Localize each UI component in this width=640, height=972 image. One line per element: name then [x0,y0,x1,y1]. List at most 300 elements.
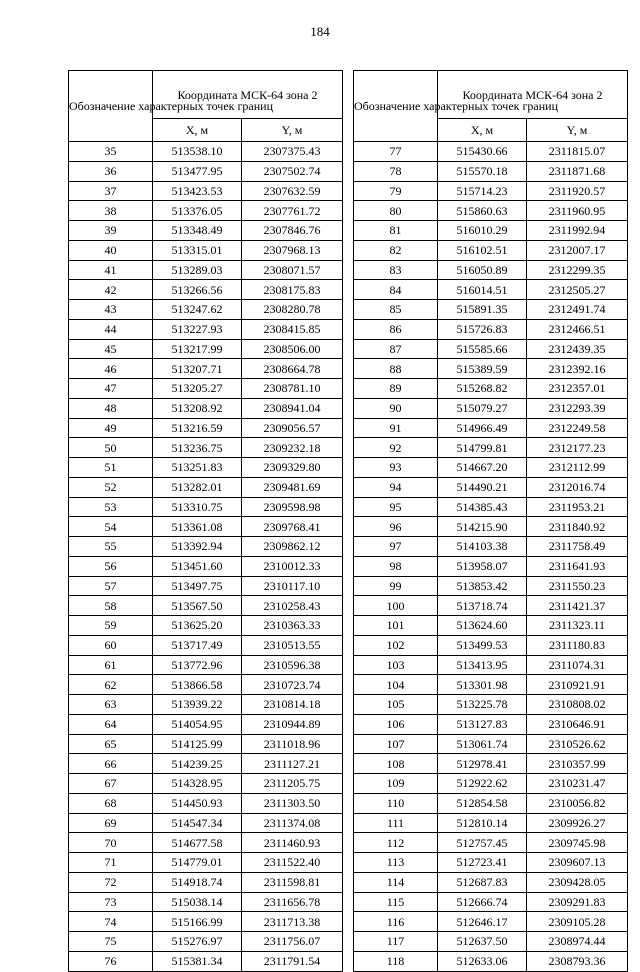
y-coordinate-cell: 2309745.98 [527,833,628,853]
y-coordinate-cell: 2309232.18 [242,438,343,458]
point-number-cell: 85 [354,300,438,320]
point-number-cell: 66 [69,754,153,774]
y-coordinate-cell: 2311323.11 [527,616,628,636]
table-row [354,418,628,438]
point-number-cell: 87 [354,339,438,359]
table-row [69,339,343,359]
point-number-cell: 78 [354,161,438,181]
header-x: X, м [153,119,242,142]
x-coordinate-cell: 513866.58 [153,675,242,695]
y-coordinate-cell: 2311641.93 [527,556,628,576]
y-coordinate-cell: 2309598.98 [242,497,343,517]
y-coordinate-cell: 2310808.02 [527,695,628,715]
x-coordinate-cell: 512633.06 [438,951,527,971]
point-number-cell: 77 [354,142,438,162]
point-number-cell: 47 [69,379,153,399]
table-row [69,695,343,715]
y-coordinate-cell: 2309329.80 [242,458,343,478]
x-coordinate-cell: 513282.01 [153,477,242,497]
y-coordinate-cell: 2312007.17 [527,240,628,260]
point-number-cell: 89 [354,379,438,399]
point-number-cell: 55 [69,537,153,557]
y-coordinate-cell: 2308415.85 [242,319,343,339]
point-number-cell: 106 [354,714,438,734]
x-coordinate-cell: 512922.62 [438,774,527,794]
y-coordinate-cell: 2307502.74 [242,161,343,181]
x-coordinate-cell: 513310.75 [153,497,242,517]
table-row [354,260,628,280]
point-number-cell: 39 [69,221,153,241]
x-coordinate-cell: 513061.74 [438,734,527,754]
point-number-cell: 43 [69,300,153,320]
x-coordinate-cell: 514239.25 [153,754,242,774]
y-coordinate-cell: 2311713.38 [242,912,343,932]
y-coordinate-cell: 2311791.54 [242,951,343,971]
y-coordinate-cell: 2311374.08 [242,813,343,833]
y-coordinate-cell: 2312505.27 [527,280,628,300]
point-number-cell: 50 [69,438,153,458]
point-number-cell: 116 [354,912,438,932]
table-row [69,616,343,636]
x-coordinate-cell: 513361.08 [153,517,242,537]
point-number-cell: 110 [354,793,438,813]
x-coordinate-cell: 513207.71 [153,359,242,379]
x-coordinate-cell: 513225.78 [438,695,527,715]
table-row [354,497,628,517]
point-number-cell: 79 [354,181,438,201]
x-coordinate-cell: 515166.99 [153,912,242,932]
table-row [354,892,628,912]
y-coordinate-cell: 2311992.94 [527,221,628,241]
x-coordinate-cell: 514490.21 [438,477,527,497]
table-row [354,655,628,675]
x-coordinate-cell: 512666.74 [438,892,527,912]
coordinates-table-left [68,70,343,972]
table-row [354,438,628,458]
x-coordinate-cell: 512646.17 [438,912,527,932]
y-coordinate-cell: 2308781.10 [242,379,343,399]
y-coordinate-cell: 2310526.62 [527,734,628,754]
table-row [69,477,343,497]
x-coordinate-cell: 512757.45 [438,833,527,853]
table-row [69,734,343,754]
point-number-cell: 105 [354,695,438,715]
table-row [69,300,343,320]
y-coordinate-cell: 2311758.49 [527,537,628,557]
table-row [69,398,343,418]
point-number-cell: 63 [69,695,153,715]
point-number-cell: 51 [69,458,153,478]
table-row [354,537,628,557]
x-coordinate-cell: 515276.97 [153,932,242,952]
table-row [354,339,628,359]
table-row [354,517,628,537]
table-row [69,556,343,576]
point-number-cell: 102 [354,635,438,655]
table-row [69,912,343,932]
point-number-cell: 68 [69,793,153,813]
y-coordinate-cell: 2311421.37 [527,596,628,616]
y-coordinate-cell: 2307968.13 [242,240,343,260]
point-number-cell: 75 [69,932,153,952]
x-coordinate-cell: 514450.93 [153,793,242,813]
table-row [354,161,628,181]
x-coordinate-cell: 513216.59 [153,418,242,438]
y-coordinate-cell: 2307846.76 [242,221,343,241]
y-coordinate-cell: 2310646.91 [527,714,628,734]
table-row [354,477,628,497]
point-number-cell: 59 [69,616,153,636]
x-coordinate-cell: 513127.83 [438,714,527,734]
point-number-cell: 62 [69,675,153,695]
x-coordinate-cell: 514125.99 [153,734,242,754]
point-number-cell: 37 [69,181,153,201]
point-number-cell: 100 [354,596,438,616]
x-coordinate-cell: 513624.60 [438,616,527,636]
y-coordinate-cell: 2309291.83 [527,892,628,912]
table-row [69,142,343,162]
point-number-cell: 80 [354,201,438,221]
x-coordinate-cell: 514215.90 [438,517,527,537]
table-row [354,616,628,636]
y-coordinate-cell: 2308664.78 [242,359,343,379]
table-row [354,280,628,300]
table-row [354,872,628,892]
point-number-cell: 86 [354,319,438,339]
table-row [354,379,628,399]
y-coordinate-cell: 2312249.58 [527,418,628,438]
y-coordinate-cell: 2311656.78 [242,892,343,912]
point-number-cell: 48 [69,398,153,418]
y-coordinate-cell: 2308506.00 [242,339,343,359]
header-y: Y, м [527,119,628,142]
table-row [69,438,343,458]
x-coordinate-cell: 515585.66 [438,339,527,359]
x-coordinate-cell: 514918.74 [153,872,242,892]
point-number-cell: 58 [69,596,153,616]
point-number-cell: 88 [354,359,438,379]
y-coordinate-cell: 2312439.35 [527,339,628,359]
point-number-cell: 83 [354,260,438,280]
point-number-cell: 35 [69,142,153,162]
x-coordinate-cell: 513301.98 [438,675,527,695]
x-coordinate-cell: 514966.49 [438,418,527,438]
point-number-cell: 103 [354,655,438,675]
point-number-cell: 61 [69,655,153,675]
point-number-cell: 97 [354,537,438,557]
table-row [69,576,343,596]
y-coordinate-cell: 2311180.83 [527,635,628,655]
y-coordinate-cell: 2308071.57 [242,260,343,280]
x-coordinate-cell: 515860.63 [438,201,527,221]
y-coordinate-cell: 2310944.89 [242,714,343,734]
y-coordinate-cell: 2311550.23 [527,576,628,596]
y-coordinate-cell: 2309768.41 [242,517,343,537]
point-number-cell: 45 [69,339,153,359]
y-coordinate-cell: 2308280.78 [242,300,343,320]
y-coordinate-cell: 2310363.33 [242,616,343,636]
y-coordinate-cell: 2310357.99 [527,754,628,774]
table-row [69,359,343,379]
table-row [69,418,343,438]
point-number-cell: 42 [69,280,153,300]
y-coordinate-cell: 2309926.27 [527,813,628,833]
x-coordinate-cell: 513567.50 [153,596,242,616]
x-coordinate-cell: 516102.51 [438,240,527,260]
x-coordinate-cell: 512978.41 [438,754,527,774]
header-coordinate-title: Координата МСК-64 зона 2 [438,71,628,119]
x-coordinate-cell: 513208.92 [153,398,242,418]
point-number-cell: 65 [69,734,153,754]
table-row [354,912,628,932]
table-row [354,596,628,616]
x-coordinate-cell: 512637.50 [438,932,527,952]
y-coordinate-cell: 2311815.07 [527,142,628,162]
y-coordinate-cell: 2311920.57 [527,181,628,201]
y-coordinate-cell: 2312177.23 [527,438,628,458]
point-number-cell: 115 [354,892,438,912]
table-row [69,754,343,774]
table-row [354,576,628,596]
y-coordinate-cell: 2310513.55 [242,635,343,655]
point-number-cell: 81 [354,221,438,241]
y-coordinate-cell: 2309481.69 [242,477,343,497]
x-coordinate-cell: 513413.95 [438,655,527,675]
table-row [69,537,343,557]
x-coordinate-cell: 516010.29 [438,221,527,241]
y-coordinate-cell: 2311127.21 [242,754,343,774]
table-row [69,221,343,241]
table-row [354,398,628,418]
table-row [354,734,628,754]
table-row [354,142,628,162]
point-number-cell: 117 [354,932,438,952]
y-coordinate-cell: 2311871.68 [527,161,628,181]
x-coordinate-cell: 513227.93 [153,319,242,339]
point-number-cell: 41 [69,260,153,280]
y-coordinate-cell: 2311303.50 [242,793,343,813]
y-coordinate-cell: 2307632.59 [242,181,343,201]
header-point-label: Обозначение характерных точек границ [354,71,438,142]
y-coordinate-cell: 2310012.33 [242,556,343,576]
x-coordinate-cell: 513477.95 [153,161,242,181]
point-number-cell: 111 [354,813,438,833]
point-number-cell: 84 [354,280,438,300]
x-coordinate-cell: 515079.27 [438,398,527,418]
x-coordinate-cell: 513718.74 [438,596,527,616]
point-number-cell: 93 [354,458,438,478]
x-coordinate-cell: 515268.82 [438,379,527,399]
y-coordinate-cell: 2310723.74 [242,675,343,695]
point-number-cell: 98 [354,556,438,576]
x-coordinate-cell: 512687.83 [438,872,527,892]
table-row [69,319,343,339]
point-number-cell: 90 [354,398,438,418]
y-coordinate-cell: 2310231.47 [527,774,628,794]
point-number-cell: 82 [354,240,438,260]
point-number-cell: 53 [69,497,153,517]
table-row [354,853,628,873]
table-row [69,675,343,695]
x-coordinate-cell: 512854.58 [438,793,527,813]
table-row [69,872,343,892]
x-coordinate-cell: 513499.53 [438,635,527,655]
table-row [354,300,628,320]
header-x: X, м [438,119,527,142]
page-number: 184 [310,24,330,39]
point-number-cell: 96 [354,517,438,537]
y-coordinate-cell: 2311205.75 [242,774,343,794]
header-coordinate-title: Координата МСК-64 зона 2 [153,71,343,119]
x-coordinate-cell: 512723.41 [438,853,527,873]
y-coordinate-cell: 2310117.10 [242,576,343,596]
x-coordinate-cell: 513717.49 [153,635,242,655]
point-number-cell: 91 [354,418,438,438]
point-number-cell: 72 [69,872,153,892]
table-row [69,714,343,734]
y-coordinate-cell: 2312392.16 [527,359,628,379]
table-row [354,951,628,971]
x-coordinate-cell: 514677.58 [153,833,242,853]
x-coordinate-cell: 513315.01 [153,240,242,260]
y-coordinate-cell: 2312466.51 [527,319,628,339]
x-coordinate-cell: 513958.07 [438,556,527,576]
y-coordinate-cell: 2309105.28 [527,912,628,932]
point-number-cell: 57 [69,576,153,596]
x-coordinate-cell: 514103.38 [438,537,527,557]
table-row [354,240,628,260]
y-coordinate-cell: 2311018.96 [242,734,343,754]
x-coordinate-cell: 513538.10 [153,142,242,162]
table-row [69,260,343,280]
table-row [69,655,343,675]
x-coordinate-cell: 513853.42 [438,576,527,596]
table-row [354,181,628,201]
x-coordinate-cell: 513348.49 [153,221,242,241]
table-row [69,201,343,221]
y-coordinate-cell: 2310258.43 [242,596,343,616]
table-row [69,951,343,971]
x-coordinate-cell: 515570.18 [438,161,527,181]
x-coordinate-cell: 513423.53 [153,181,242,201]
table-row [354,556,628,576]
y-coordinate-cell: 2310596.38 [242,655,343,675]
y-coordinate-cell: 2312491.74 [527,300,628,320]
x-coordinate-cell: 513251.83 [153,458,242,478]
y-coordinate-cell: 2311522.40 [242,853,343,873]
x-coordinate-cell: 515714.23 [438,181,527,201]
point-number-cell: 49 [69,418,153,438]
x-coordinate-cell: 514328.95 [153,774,242,794]
point-number-cell: 64 [69,714,153,734]
point-number-cell: 69 [69,813,153,833]
x-coordinate-cell: 515381.34 [153,951,242,971]
y-coordinate-cell: 2310921.91 [527,675,628,695]
y-coordinate-cell: 2312299.35 [527,260,628,280]
table-row [354,635,628,655]
x-coordinate-cell: 514779.01 [153,853,242,873]
table-row [69,517,343,537]
y-coordinate-cell: 2311598.81 [242,872,343,892]
y-coordinate-cell: 2308974.44 [527,932,628,952]
point-number-cell: 118 [354,951,438,971]
x-coordinate-cell: 515430.66 [438,142,527,162]
y-coordinate-cell: 2312016.74 [527,477,628,497]
point-number-cell: 56 [69,556,153,576]
table-row [354,932,628,952]
table-row [69,774,343,794]
x-coordinate-cell: 513217.99 [153,339,242,359]
table-row [69,596,343,616]
x-coordinate-cell: 513236.75 [153,438,242,458]
table-row [69,932,343,952]
point-number-cell: 108 [354,754,438,774]
point-number-cell: 76 [69,951,153,971]
x-coordinate-cell: 515389.59 [438,359,527,379]
table-row [354,359,628,379]
x-coordinate-cell: 513772.96 [153,655,242,675]
point-number-cell: 54 [69,517,153,537]
point-number-cell: 99 [354,576,438,596]
point-number-cell: 107 [354,734,438,754]
point-number-cell: 36 [69,161,153,181]
table-row [354,813,628,833]
header-point-label: Обозначение характерных точек границ [69,71,153,142]
point-number-cell: 46 [69,359,153,379]
point-number-cell: 74 [69,912,153,932]
point-number-cell: 95 [354,497,438,517]
point-number-cell: 40 [69,240,153,260]
y-coordinate-cell: 2311074.31 [527,655,628,675]
y-coordinate-cell: 2310814.18 [242,695,343,715]
point-number-cell: 94 [354,477,438,497]
table-row [69,635,343,655]
y-coordinate-cell: 2308793.36 [527,951,628,971]
y-coordinate-cell: 2311460.93 [242,833,343,853]
x-coordinate-cell: 513451.60 [153,556,242,576]
table-row [354,774,628,794]
point-number-cell: 70 [69,833,153,853]
y-coordinate-cell: 2308941.04 [242,398,343,418]
point-number-cell: 101 [354,616,438,636]
table-row [69,813,343,833]
y-coordinate-cell: 2307375.43 [242,142,343,162]
x-coordinate-cell: 512810.14 [438,813,527,833]
x-coordinate-cell: 514054.95 [153,714,242,734]
x-coordinate-cell: 513247.62 [153,300,242,320]
point-number-cell: 38 [69,201,153,221]
x-coordinate-cell: 514547.34 [153,813,242,833]
table-row [69,853,343,873]
x-coordinate-cell: 516014.51 [438,280,527,300]
table-row [354,833,628,853]
table-row [69,458,343,478]
x-coordinate-cell: 513392.94 [153,537,242,557]
x-coordinate-cell: 513205.27 [153,379,242,399]
y-coordinate-cell: 2312112.99 [527,458,628,478]
y-coordinate-cell: 2311960.95 [527,201,628,221]
point-number-cell: 114 [354,872,438,892]
coordinates-table-right [353,70,628,972]
y-coordinate-cell: 2311840.92 [527,517,628,537]
point-number-cell: 112 [354,833,438,853]
x-coordinate-cell: 515891.35 [438,300,527,320]
x-coordinate-cell: 515726.83 [438,319,527,339]
table-row [69,379,343,399]
x-coordinate-cell: 513497.75 [153,576,242,596]
y-coordinate-cell: 2311953.21 [527,497,628,517]
x-coordinate-cell: 516050.89 [438,260,527,280]
